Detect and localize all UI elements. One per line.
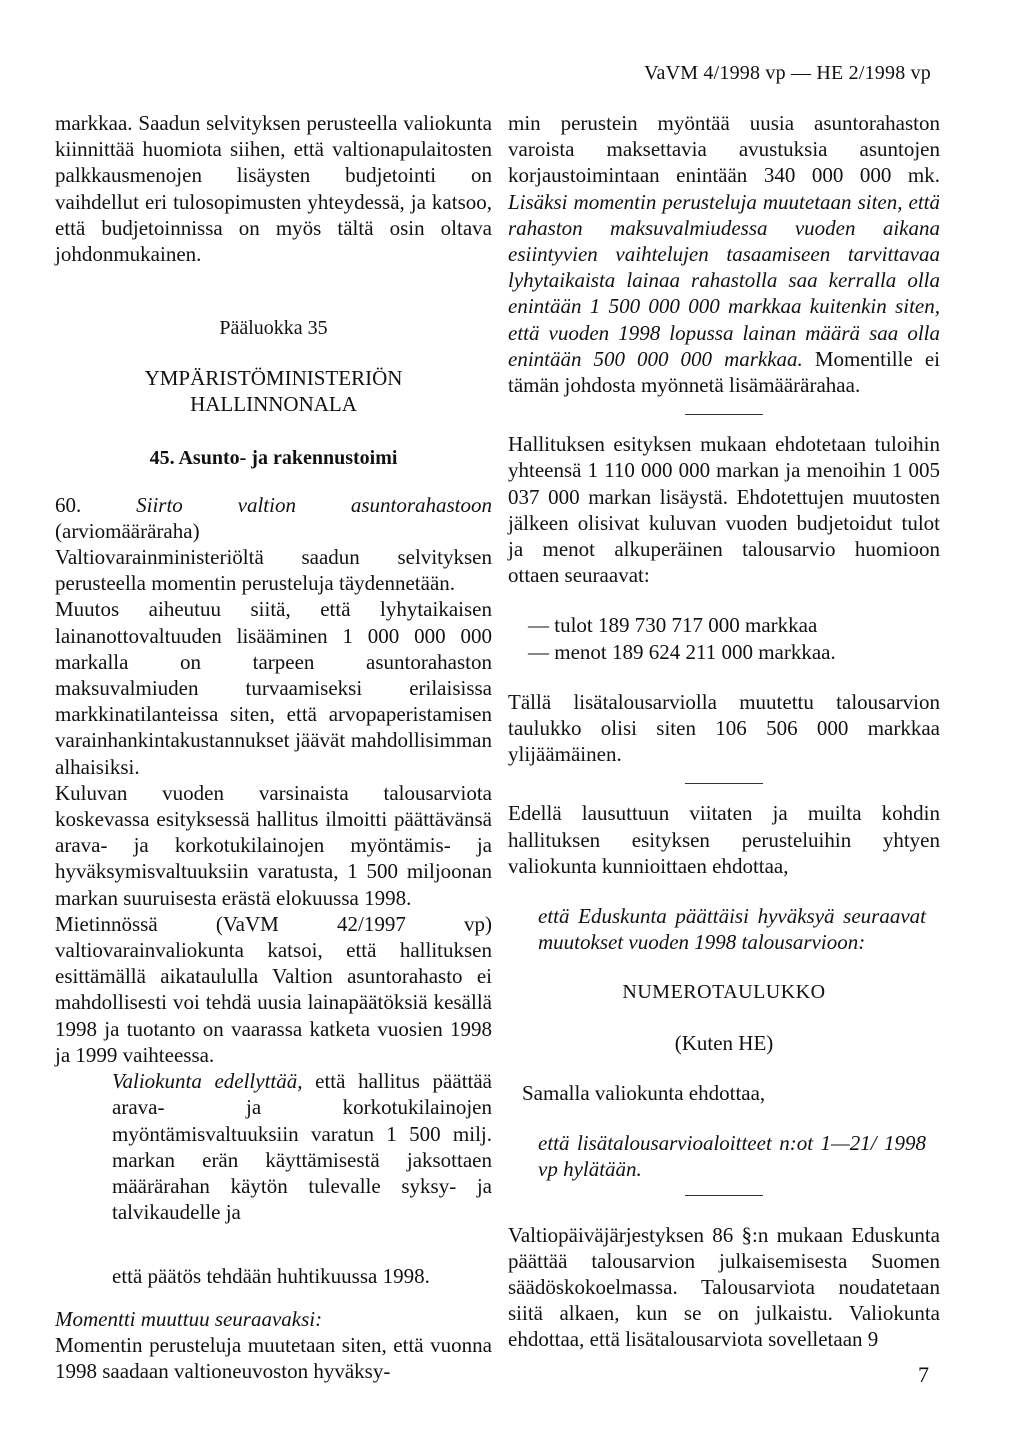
committee-rest: että hallitus päättää arava- ja korkotukilainojen myöntämisvaltuuksiin varatun 1 500 milj. markan erän käyttämisestä jaksottaen määrärahan käytön tulevalle syksy- ja talvikaudelle ja [112, 1069, 493, 1225]
paragraph-2: Muutos aiheutuu siitä, että lyhytaikaisen lainanottovaltuuden lisääminen 1 000 000 000 markalla on tarpeen asuntorahaston maksuvalmiuden turvaamiseksi erilaisissa markkinatilanteissa siten, että arvopaperistamisen varainhankintakustannukset jäävät mahdollisimman alhaisiksi. [55, 597, 492, 779]
committee-statement [112, 1068, 492, 1225]
intro-paragraph: markkaa. Saadun selvityksen perusteella valiokunta kiinnittää huomiota siihen, että valtionapulaitosten palkkausmenojen lisäysten budjetointi on vaihdellut eri tulosopimusten yhteydessä, ja katsoo, että budjetoinnissa on myös tältä osin oltava johdonmukainen. [55, 111, 492, 267]
paragraph-4: Mietinnössä (VaVM 42/1997 vp) valtiovarainvaliokunta katsoi, että hallituksen esittämällä aikataululla Valtion asuntorahasto ei mahdollisesti voi tehdä uusia lainapäätöksiä kesällä 1998 ja tuotanto on vaarassa katketa vuosien 1998 ja 1999 vaihteessa. [55, 911, 492, 1067]
page-number: 7 [918, 1362, 929, 1387]
divider-rule [685, 414, 763, 415]
moment-type: (arviomääräraha) [55, 518, 200, 543]
rejection-italic: että lisätalousarvioaloitteet n:ot 1—21/ 1998 vp hylätään. [538, 1131, 926, 1182]
proposal-intro: Edellä lausuttuun viitaten ja muilta kohdin hallituksen esityksen perusteluihin yhtyen valiokunta kunnioittaen ehdottaa, [508, 801, 940, 878]
running-header: VaVM 4/1998 vp — HE 2/1998 vp [644, 62, 931, 84]
continuation-end: Momentille ei tämän johdosta myönnetä lisämäärärahaa. [508, 346, 940, 398]
chapter-heading: 45. Asunto- ja rakennustoimi [149, 447, 398, 470]
divider-rule [685, 1195, 763, 1196]
table-note: (Kuten HE) [674, 1030, 774, 1055]
moment-heading [55, 492, 492, 544]
paragraph-1: Valtiovarainministeriöltä saadun selvityksen perusteella momentin perusteluja täydennetään. [55, 545, 492, 596]
divider-rule [685, 783, 763, 784]
government-proposal-paragraph: Hallituksen esityksen mukaan ehdotetaan tuloihin yhteensä 1 110 000 000 markan ja menoihin 1 005 037 000 markan lisäystä. Ehdotettujen muutosten jälkeen olisivat kuluvan vuoden budjetoidut tulot ja menot alkuperäinen talousarvio huomioon ottaen seuraavat: [508, 432, 940, 588]
proposal-italic: että Eduskunta päättäisi hyväksyä seuraavat muutokset vuoden 1998 talousarvioon: [538, 904, 926, 955]
table-title: NUMEROTAULUKKO [622, 981, 826, 1004]
change-text: Momentin perusteluja muutetaan siten, että vuonna 1998 saadaan valtioneuvoston hyväksy- [55, 1332, 492, 1383]
moment-number: 60. [55, 492, 82, 517]
continuation-plain: min perustein myöntää uusia asuntorahaston varoista maksettavia avustuksia asuntojen korjaustoimintaan enintään 340 000 000 mk. [508, 111, 940, 188]
expense-line: — menot 189 624 211 000 markkaa. [528, 639, 836, 664]
surplus-paragraph: Tällä lisätalousarviolla muutettu talousarvion taulukko olisi siten 106 506 000 markkaa ylijäämäinen. [508, 689, 940, 767]
right-column [508, 110, 940, 1353]
also-proposes: Samalla valiokunta ehdottaa, [522, 1080, 766, 1105]
income-line: — tulot 189 730 717 000 markkaa [528, 613, 818, 638]
left-column [55, 110, 492, 1384]
continuation-paragraph [508, 110, 940, 398]
committee-italic: Valiokunta edellyttää, [112, 1069, 303, 1094]
main-class-heading: Pääluokka 35 [219, 317, 328, 340]
moment-title: Siirto valtion asuntorahastoon [136, 492, 493, 517]
decision-line: että päätös tehdään huhtikuussa 1998. [112, 1264, 430, 1289]
final-paragraph: Valtiopäiväjärjestyksen 86 §:n mukaan Eduskunta päättää talousarvion julkaisemisesta Suomen säädöskokoelmassa. Talousarviota noudatetaan siitä alkaen, kun se on julkaistu. Valiokunta ehdottaa, että lisätalousarviota sovelletaan 9 [508, 1222, 940, 1352]
change-heading: Momentti muuttuu seuraavaksi: [55, 1306, 323, 1331]
continuation-italic: Lisäksi momentin perusteluja muutetaan siten, että rahaston maksuvalmiudessa vuoden aikana esiintyvien vaihtelujen tasaamiseen tarvittavaa lyhytaikaista lainaa rahastolla saa kerralla olla enintään 1 500 000 000 markkaa kuitenkin siten, että vuoden 1998 lopussa lainan määrä saa olla enintään 500 000 000 markkaa. [508, 189, 940, 371]
paragraph-3: Kuluvan vuoden varsinaista talousarviota koskevassa esityksessä hallitus ilmoitti päättävänsä arava- ja korkotukilainojen myöntämis- ja hyväksymisvaltuuksiin varatusta, 1 500 miljoonan markan suuruisesta erästä elokuussa 1998. [55, 780, 492, 910]
ministry-heading: YMPÄRISTÖMINISTERIÖN HALLINNONALA [144, 366, 403, 417]
